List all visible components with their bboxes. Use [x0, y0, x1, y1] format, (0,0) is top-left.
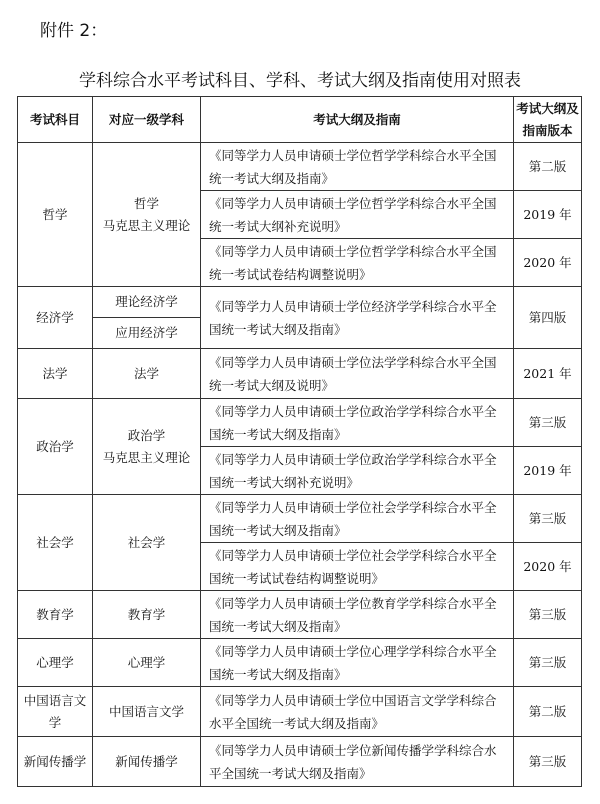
outline-cell: 《同等学力人员申请硕士学位社会学学科综合水平全国统一考试试卷结构调整说明》 — [201, 543, 514, 591]
version-cell: 2019 年 — [514, 447, 582, 495]
version-cell: 2020 年 — [514, 543, 582, 591]
table-row — [18, 287, 582, 318]
version-cell: 第三版 — [514, 639, 582, 687]
discipline-name: 哲学 — [133, 195, 159, 211]
subject-cell: 中国语言文学 — [18, 687, 93, 737]
attachment-label: 附件 2： — [40, 21, 108, 41]
table-row — [18, 687, 582, 737]
version-cell: 第二版 — [514, 143, 582, 191]
subject-cell: 新闻传播学 — [18, 737, 93, 787]
outline-cell: 《同等学力人员申请硕士学位政治学学科综合水平全国统一考试大纲补充说明》 — [201, 447, 514, 495]
subject-cell: 心理学 — [18, 639, 93, 687]
table-row — [18, 399, 582, 447]
outline-cell: 《同等学力人员申请硕士学位教育学学科综合水平全国统一考试大纲及指南》 — [201, 591, 514, 639]
version-cell: 2020 年 — [514, 239, 582, 287]
outline-cell: 《同等学力人员申请硕士学位社会学学科综合水平全国统一考试大纲及指南》 — [201, 495, 514, 543]
discipline-name: 马克思主义理论 — [102, 217, 191, 233]
table-row — [18, 495, 582, 543]
subject-cell: 经济学 — [18, 287, 93, 349]
table-row — [18, 737, 582, 787]
outline-cell: 《同等学力人员申请硕士学位中国语言文学学科综合水平全国统一考试大纲及指南》 — [201, 687, 514, 737]
version-cell: 第二版 — [514, 687, 582, 737]
version-cell: 2021 年 — [514, 349, 582, 399]
subject-cell: 社会学 — [18, 495, 93, 591]
header-subject: 考试科目 — [18, 97, 93, 143]
header-outline: 考试大纲及指南 — [201, 97, 514, 143]
outline-cell: 《同等学力人员申请硕士学位哲学学科综合水平全国统一考试试卷结构调整说明》 — [201, 239, 514, 287]
outline-cell: 《同等学力人员申请硕士学位哲学学科综合水平全国统一考试大纲及指南》 — [201, 143, 514, 191]
outline-cell: 《同等学力人员申请硕士学位哲学学科综合水平全国统一考试大纲补充说明》 — [201, 191, 514, 239]
subject-cell: 教育学 — [18, 591, 93, 639]
discipline-cell: 心理学 — [93, 639, 201, 687]
table-row — [18, 143, 582, 191]
outline-cell: 《同等学力人员申请硕士学位政治学学科综合水平全国统一考试大纲及指南》 — [201, 399, 514, 447]
outline-cell: 《同等学力人员申请硕士学位新闻传播学学科综合水平全国统一考试大纲及指南》 — [201, 737, 514, 787]
discipline-cell: 应用经济学 — [93, 318, 201, 349]
discipline-cell — [93, 399, 201, 495]
discipline-cell — [93, 143, 201, 287]
header-discipline: 对应一级学科 — [93, 97, 201, 143]
header-row — [18, 97, 582, 143]
version-cell: 第四版 — [514, 287, 582, 349]
discipline-cell: 社会学 — [93, 495, 201, 591]
outline-cell: 《同等学力人员申请硕士学位法学学科综合水平全国统一考试大纲及说明》 — [201, 349, 514, 399]
version-cell: 第三版 — [514, 591, 582, 639]
discipline-cell: 新闻传播学 — [93, 737, 201, 787]
table-title: 学科综合水平考试科目、学科、考试大纲及指南使用对照表 — [79, 71, 521, 91]
discipline-name: 政治学 — [127, 427, 166, 443]
outline-cell: 《同等学力人员申请硕士学位经济学学科综合水平全国统一考试大纲及指南》 — [201, 287, 514, 349]
discipline-cell: 教育学 — [93, 591, 201, 639]
version-cell: 第三版 — [514, 399, 582, 447]
discipline-cell: 中国语言文学 — [93, 687, 201, 737]
table-row — [18, 591, 582, 639]
subject-cell: 哲学 — [18, 143, 93, 287]
subject-cell: 法学 — [18, 349, 93, 399]
discipline-cell: 理论经济学 — [93, 287, 201, 318]
version-cell: 2019 年 — [514, 191, 582, 239]
discipline-cell: 法学 — [93, 349, 201, 399]
discipline-name: 马克思主义理论 — [102, 449, 191, 465]
header-version: 考试大纲及指南版本 — [514, 97, 582, 143]
subject-cell: 政治学 — [18, 399, 93, 495]
version-cell: 第三版 — [514, 495, 582, 543]
table-row — [18, 639, 582, 687]
outline-cell: 《同等学力人员申请硕士学位心理学学科综合水平全国统一考试大纲及指南》 — [201, 639, 514, 687]
table-row — [18, 349, 582, 399]
comparison-table — [17, 96, 582, 787]
version-cell: 第三版 — [514, 737, 582, 787]
